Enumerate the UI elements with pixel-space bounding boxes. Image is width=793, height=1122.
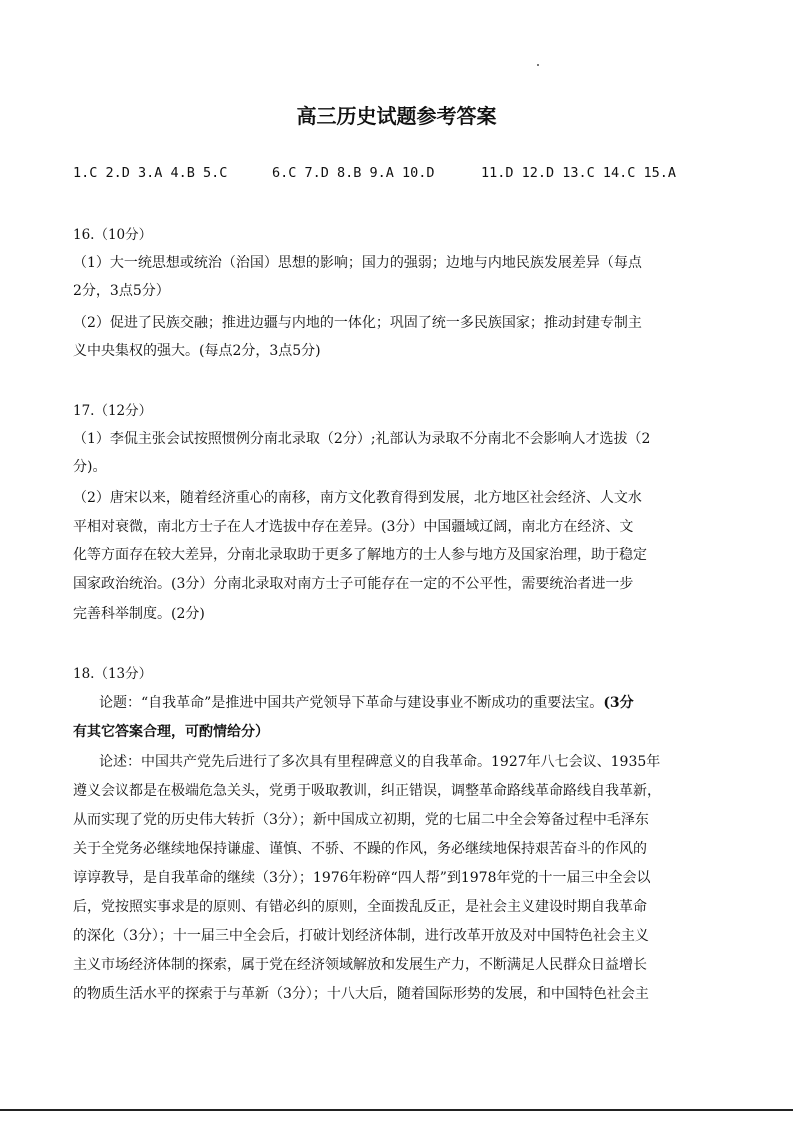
q16-line-1: （1）大一统思想或统治（治国）思想的影响；国力的强弱；边地与内地民族发展差异（每点 [73,255,642,271]
q16-heading: 16.（10分） [73,227,153,243]
q17-line-6: 国家政治统治。(3分）分南北录取对南方士子可能存在一定的不公平性，需要统治者进一步 [73,576,634,592]
q18-line-4: 关于全党务必继续地保持谦虚、谨慎、不骄、不躁的作风，务必继续地保持艰苦奋斗的作风的 [73,841,647,857]
mcq-answers-11-15: 11.D 12.D 13.C 14.C 15.A [481,165,677,181]
q17-line-1: （1）李侃主张会试按照惯例分南北录取（2分）;礼部认为录取不分南北不会影响人才选拔（2 [73,431,651,447]
q17-line-5: 化等方面存在较大差异，分南北录取助于更多了解地方的士人参与地方及国家治理，助于稳定 [73,547,647,563]
q18-thesis [99,693,634,713]
mcq-answers-1-5: 1.C 2.D 3.A 4.B 5.C [73,165,228,181]
q18-heading: 18.（13分） [73,666,153,682]
q18-thesis-note: 有其它答案合理，可酌情给分） [73,724,269,740]
q16-line-3: （2）促进了民族交融；推进边疆与内地的一体化；巩固了统一多民族国家；推动封建专制主 [73,315,642,331]
q17-heading: 17.（12分） [73,403,153,419]
q18-line-7: 的深化（3分）；十一届三中全会后，打破计划经济体制，进行改革开放及对中国特色社会主义 [73,928,649,944]
q18-line-8: 主义市场经济体制的探索，属于党在经济领域解放和发展生产力，不断满足人民群众日益增长 [73,957,647,973]
scan-dot [537,64,539,66]
q18-thesis-score: (3分 [603,695,634,711]
q17-line-2: 分)。 [73,459,107,475]
q18-line-3: 从而实现了党的历史伟大转折（3分）；新中国成立初期，党的七届二中全会筹备过程中毛泽东 [73,812,649,828]
q18-line-5: 谆谆教导，是自我革命的继续（3分）；1976年粉碎“四人帮”到1978年党的十一届三中全会以 [73,870,651,886]
q16-line-2: 2分，3点5分） [73,283,170,299]
q18-line-9: 的物质生活水平的探索于与革新（3分）；十八大后，随着国际形势的发展，和中国特色社会主 [73,986,649,1002]
mcq-answers-6-10: 6.C 7.D 8.B 9.A 10.D [272,165,435,181]
q18-line-1: 论述：中国共产党先后进行了多次具有里程碑意义的自我革命。1927年八七会议、1935年 [99,754,661,770]
q17-line-3: （2）唐宋以来，随着经济重心的南移，南方文化教育得到发展，北方地区社会经济、人文水 [73,490,642,506]
q18-line-2: 遵义会议都是在极端危急关头，党勇于吸取教训，纠正错误，调整革命路线革命路线自我革新， [73,783,661,799]
page-title: 高三历史试题参考答案 [296,104,497,128]
bottom-rule [0,1109,793,1111]
q17-line-7: 完善科举制度。(2分) [73,606,205,622]
q18-thesis-text: 论题：“自我革命”是推进中国共产党领导下革命与建设事业不断成功的重要法宝。 [99,695,604,711]
q16-line-4: 义中央集权的强大。(每点2分，3点5分) [73,343,321,359]
q17-line-4: 平相对衰微，南北方士子在人才选拔中存在差异。(3分）中国疆域辽阔，南北方在经济、文 [73,519,634,535]
q18-line-6: 后，党按照实事求是的原则、有错必纠的原则，全面拨乱反正，是社会主义建设时期自我革命 [73,899,647,915]
